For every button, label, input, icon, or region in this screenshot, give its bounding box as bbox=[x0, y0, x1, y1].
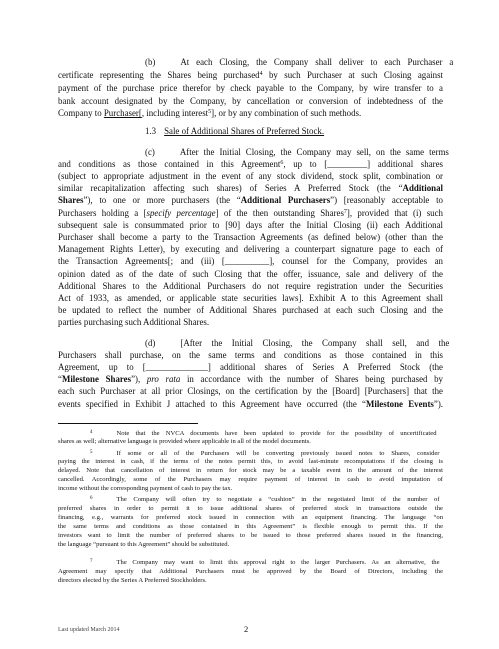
para-b-marker: (b) bbox=[145, 57, 156, 67]
para-c-line-3: (subject to appropriate adjustment in the event of any stock dividend, stock split, combination or bbox=[58, 171, 443, 181]
para-d-line-2: Purchasers shall purchase, on the same terms and conditions as those contained in this bbox=[58, 350, 443, 360]
para-c-line-14: be updated to reflect the number of Additional Shares purchased at each such Closing and the bbox=[58, 305, 443, 315]
footnote-marker-4: 4 bbox=[90, 430, 93, 435]
para-b-line-4: bank account designated by the Company, by cancellation or conversion of indebtedness of the bbox=[58, 96, 443, 106]
para-c-line-11: opinion dated as of the date of such Closing that the offer, issuance, sale and delivery of the bbox=[58, 269, 443, 279]
para-c-line-4: similar recapitalization affecting such shares) of Series A Preferred Stock (the “Additional bbox=[58, 183, 443, 193]
para-b-line-1: (b) At each Closing, the Company shall deliver to each Purchaser a bbox=[145, 57, 454, 67]
para-b-line-2: certificate representing the Shares being purchased$^4$ by such Purchaser at such Closing against bbox=[58, 70, 443, 80]
footnote-ref-6[interactable]: 6 bbox=[280, 160, 284, 166]
section-heading-1-3 bbox=[145, 125, 324, 137]
section-title: Sale of Additional Shares of Preferred Stock. bbox=[164, 126, 325, 136]
para-c-line-13: Act of 1933, as amended, or applicable state securities laws]. Exhibit A to this Agreement shall bbox=[58, 293, 443, 303]
section-number: 1.3 bbox=[145, 126, 157, 136]
para-c-line-15: parties purchasing such Additional Shares. bbox=[58, 317, 210, 327]
para-c-line-5: Shares”), to one or more purchasers (the “Additional Purchasers”) [reasonably acceptable to bbox=[58, 195, 443, 205]
para-c-line-7: subsequent sale is consummated prior to [90] days after the Initial Closing (ii) each Additional bbox=[58, 220, 443, 230]
purchaser-term: Purchaser[ bbox=[103, 108, 142, 118]
para-c-line-9: Management Rights Letter), by executing and delivering a counterpart signature page to each of bbox=[58, 244, 443, 254]
document-page: (b) At each Closing, the Company shall deliver to each Purchaser a certificate representing the Shares being purchased$^4$ by such Purchaser at such Closing against payment of the purchase price therefor by check payable to the Company, by wire transfer to a bank account designated by the Company, by cancellation or conversion of indebtedness of the Company to Purchaser[, including interest$^5$], or by any combination of such methods. 1.3 Sale of Additional Shares of Preferred Stock. (c) After the Initial Closing, the Company may sell, on the same terms and conditions as those contained in this Agreement$^6$, up to [_________] additional shares (subject to appropriate adjustment in the event of any stock dividend, stock split, combination or similar recapitalization affecting such shares) of Series A Preferred Stock (the “Additional Shares”), to one or more purchasers (the “Additional Purchasers”) [reasonably acceptable to Purchasers holding a [specify percentage] of the then outstanding Shares$^7$], provided that (i) such subsequent sale is consummated prior to [90] days after the Initial Closing (ii) each Additional Purchaser shall become a party to the Transaction Agreements (as defined below) (other than the Management Rights Letter), by executing and delivering a counterpart signature page to each of the Transaction Agreements[; and (iii) [__________], counsel for the Company, provides an opinion dated as of the date of such Closing that the offer, issuance, sale and delivery of the Additional Shares to the Additional Purchasers do not require registration under the Securities Act of 1933, as amended, or applicable state securities laws]. Exhibit A to this Agreement shall be updated to reflect the number of Additional Shares purchased at each such Closing and the parties purchasing such Additional Shares. (d) [After the Initial Closing, the Company shall sell, and the Purchasers shall purchase, on the same terms and conditions as those contained in this Agreement, up to [______________] additional shares of Series A Preferred Stock (the “Milestone Shares”), pro rata in accordance with the number of Shares being purchased by each such Purchaser at all prior Closings, on the certification by the [Board] [Purchasers] that the events specified in Exhibit J attached to this Agreement have occurred (the “Milestone Events”). $^4$ Note that the NVCA documents have been updated to provide for the possibility of uncertificated shares as well; alternative language is provided where applicable in all of the model documents. $^5$ If some or all of the Purchasers will be converting previously issued notes to Shares, consider paying the interest in cash, if the terms of the notes permit this, to avoid last-minute recomputations if the closing is delayed. Note that cancellation of interest in return for stock may be a taxable event in the amount of the interest cancelled. Accordingly, some of the Purchasers may require payment of interest in cash to avoid imputation of income without the corresponding payment of cash to pay the tax. $^6$ The Company will often try to negotiate a “cushion” in the negotiated limit of the number of preferred shares in order to permit it to issue additional shares of preferred stock in transactions outside the financing, e.g., warrants for preferred stock issued in connection with an equipment financing. The language “on the same terms and conditions as those contained in this Agreement” is flexible enough to permit this. If the investors want to limit the number of preferred shares to be issued to those preferred shares issued in the financing, the language “pursuant to this Agreement” should be substituted. $^7$ The Company may want to limit this approval right to the larger Purchasers. As an alternative, the Agreement may specify that Additional Purchasers must be approved by the Board of Directors, including the directors elected by the Series A Preferred Stockholders. Last updated March 2014 2 bbox=[58, 57, 454, 634]
para-c-line-10: the Transaction Agreements[; and (iii) [__________], counsel for the Company, provides an bbox=[58, 256, 443, 266]
para-d-line-4: “Milestone Shares”), pro rata in accordance with the number of Shares being purchased by bbox=[58, 374, 443, 384]
para-c-line-12: Additional Shares to the Additional Purchasers do not require registration under the Securities bbox=[58, 281, 443, 291]
footnote-separator bbox=[58, 423, 198, 424]
para-d-line-1: (d) [After the Initial Closing, the Company shall sell, and the bbox=[145, 338, 450, 348]
footnote-ref-4[interactable]: 4 bbox=[259, 71, 263, 77]
para-c-marker: (c) bbox=[145, 147, 155, 157]
para-d-line-6: events specified in Exhibit J attached to this Agreement have occurred (the “Milestone Events”). bbox=[58, 399, 443, 409]
last-updated-note: Last updated March 2014 bbox=[58, 627, 120, 633]
para-d-line-3: Agreement, up to [______________] additional shares of Series A Preferred Stock (the bbox=[58, 362, 443, 372]
para-b-line-5: Company to Purchaser[, including interest$^5$], or by any combination of such methods. bbox=[58, 108, 362, 118]
para-d-marker: (d) bbox=[145, 338, 156, 348]
footnote-marker-6: 6 bbox=[90, 496, 93, 501]
para-d-line-5: each such Purchaser at all prior Closings, on the certification by the [Board] [Purchasers] that the bbox=[58, 386, 443, 396]
para-c-line-6: Purchasers holding a [specify percentage] of the then outstanding Shares$^7$], provided that (i) such bbox=[58, 208, 443, 218]
para-b-line-3: payment of the purchase price therefor by check payable to the Company, by wire transfer to a bbox=[58, 83, 443, 93]
para-c-line-8: Purchaser shall become a party to the Transaction Agreements (as defined below) (other than the bbox=[58, 232, 443, 242]
footnote-marker-7: 7 bbox=[90, 559, 93, 564]
footnote-ref-5[interactable]: 5 bbox=[208, 109, 212, 115]
footnote-marker-5: 5 bbox=[90, 450, 93, 455]
footnote-ref-7[interactable]: 7 bbox=[343, 209, 347, 215]
para-c-line-1: (c) After the Initial Closing, the Company may sell, on the same terms bbox=[145, 147, 449, 157]
para-c-line-2: and conditions as those contained in this Agreement$^6$, up to [_________] additional shares bbox=[58, 159, 443, 169]
page-number: 2 bbox=[244, 624, 249, 634]
